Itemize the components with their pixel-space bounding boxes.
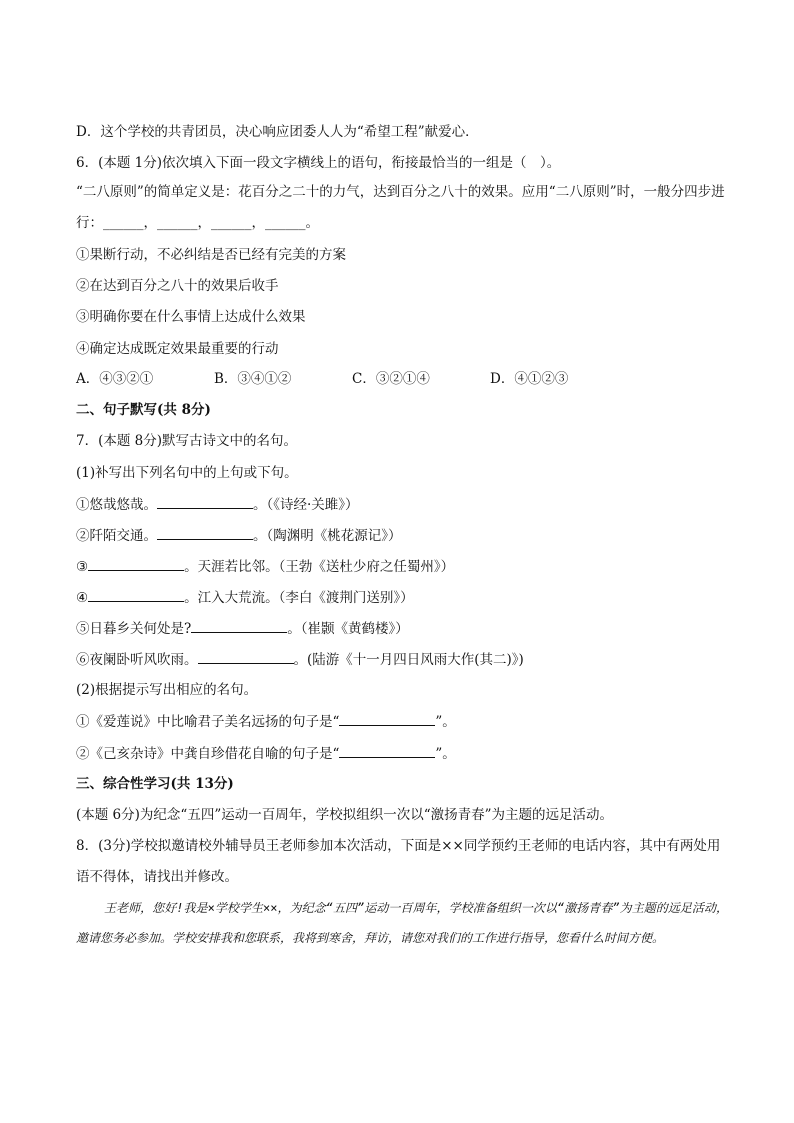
poem-line-3 [76, 556, 726, 577]
poem-line-4 [76, 587, 726, 608]
choice-c: C．③②①④ [352, 371, 430, 387]
question-7-part-1: (1)补写出下列名句中的上句或下句。 [76, 465, 298, 481]
poem-line-1 [76, 494, 726, 515]
question-6-sentence-1: ①果断行动，不必纠结是否已经有完美的方案 [76, 247, 346, 263]
question-5-option-d: D．这个学校的共青团员，决心响应团委人人为“希望工程”献爱心． [76, 124, 479, 140]
poem-line-2-text: ②阡陌交通。 [76, 528, 157, 544]
section-3-intro: (本题 6分)为纪念“五四”运动一百周年，学校拟组织一次以“激扬青春”为主题的远足活动。 [76, 807, 614, 823]
answer-blank[interactable] [198, 649, 294, 664]
answer-blank[interactable] [157, 525, 253, 540]
question-6-choices [76, 369, 726, 389]
poem-line-5-text: ⑤日暮乡关何处是? [76, 621, 192, 637]
hint-line-2-end: ”。 [435, 746, 456, 762]
poem-line-5 [76, 618, 726, 639]
phone-message-passage: 王老师，您好!我是×学校学生××，为纪念“五四”运动一百周年，学校准备组织一次以“激扬青春”为主题的远足活动，邀请您务必参加。学校安排我和您联系，我将到寒舍，拜访，请您对我们的工作进行指导，您看什么时间方便。 [76, 901, 728, 945]
poem-line-3-source: 。天涯若比邻。（王勃《送杜少府之任蜀州》） [184, 559, 455, 575]
answer-blank[interactable] [88, 587, 184, 602]
answer-blank[interactable] [191, 618, 287, 633]
poem-line-1-text: ①悠哉悠哉。 [76, 497, 157, 513]
question-6-sentence-4: ④确定达成既定效果最重要的行动 [76, 341, 279, 357]
hint-line-2 [76, 743, 726, 764]
hint-line-2-text: ②《己亥杂诗》中龚自珍借花自喻的句子是“ [76, 746, 340, 762]
poem-line-2 [76, 525, 726, 546]
poem-line-1-source: 。（《诗经·关雎》） [253, 497, 359, 513]
poem-line-6-text: ⑥夜阑卧听风吹雨。 [76, 652, 198, 668]
poem-line-3-text: ③ [76, 559, 89, 575]
choice-a: A．④③②① [76, 371, 154, 387]
poem-line-5-source: 。（崔颢《黄鹤楼》） [287, 621, 409, 637]
question-6-sentence-3: ③明确你要在什么事情上达成什么效果 [76, 309, 306, 325]
poem-line-6 [76, 649, 726, 670]
answer-blank[interactable] [88, 556, 184, 571]
question-6-stem: 6．(本题 1分)依次填入下面一段文字横线上的语句，衔接最恰当的一组是（ ）。 [76, 155, 561, 171]
section-2-heading: 二、句子默写(共 8分) [76, 402, 211, 418]
poem-line-2-source: 。（陶渊明《桃花源记》） [253, 528, 402, 544]
question-8-stem: 8．(3分)学校拟邀请校外辅导员王老师参加本次活动，下面是××同学预约王老师的电话内容，其中有两处用语不得体，请找出并修改。 [76, 838, 721, 885]
choice-d: D．④①②③ [490, 371, 569, 387]
question-7-stem: 7．(本题 8分)默写古诗文中的名句。 [76, 433, 298, 449]
question-6-passage: “二八原则”的简单定义是：花百分之二十的力气，达到百分之八十的效果。应用“二八原则”时，一般分四步进行：______，______，______，______。 [76, 184, 725, 231]
question-7-part-2: (2)根据提示写出相应的名句。 [76, 682, 258, 698]
section-3-heading: 三、综合性学习(共 13分) [76, 776, 234, 792]
answer-blank[interactable] [157, 494, 253, 509]
poem-line-6-source: 。(陆游《十一月四日风雨大作(其二)》) [293, 652, 524, 668]
hint-line-1 [76, 711, 726, 732]
poem-line-4-source: 。江入大荒流。（李白《渡荆门送别》） [184, 590, 414, 606]
answer-blank[interactable] [339, 711, 435, 726]
choice-b: B．③④①② [214, 371, 292, 387]
answer-blank[interactable] [339, 743, 435, 758]
question-6-sentence-2: ②在达到百分之八十的效果后收手 [76, 278, 279, 294]
hint-line-1-text: ①《爱莲说》中比喻君子美名远扬的句子是“ [76, 714, 340, 730]
poem-line-4-text: ④ [76, 590, 89, 606]
hint-line-1-end: ”。 [435, 714, 456, 730]
